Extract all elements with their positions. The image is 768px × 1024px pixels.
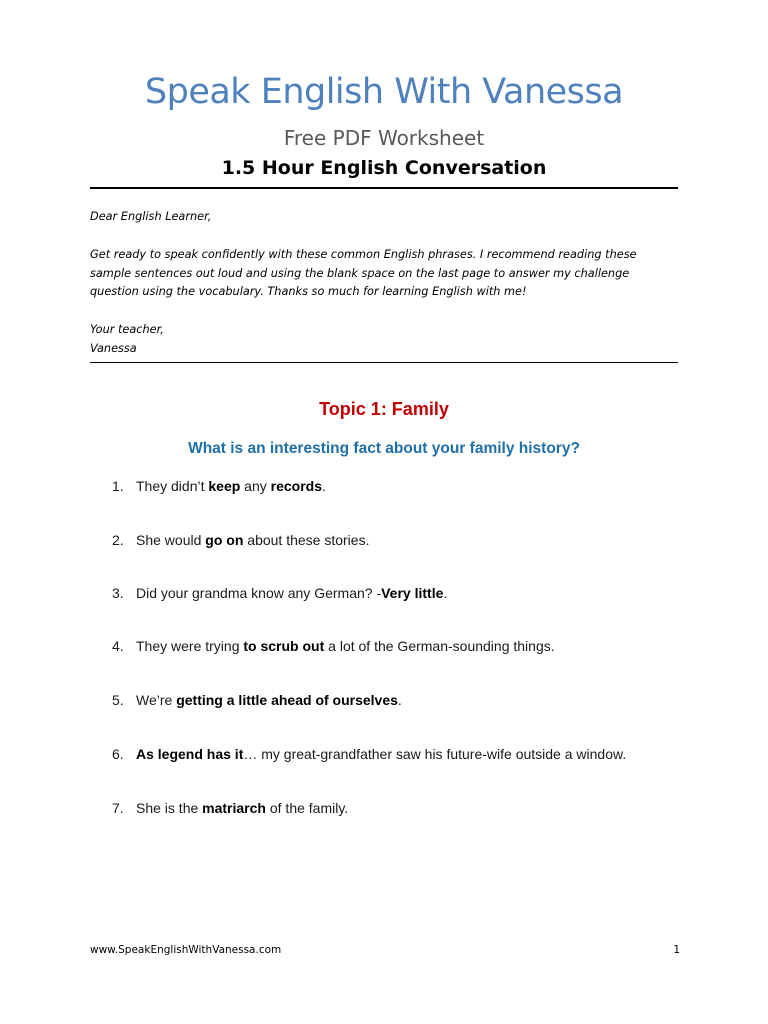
sentence-item [112, 746, 626, 762]
sentence-text: Did your grandma know any German? - [136, 585, 382, 601]
sentence-number: 1. [112, 478, 124, 494]
sentence-text: . [322, 478, 326, 494]
sentence-item [112, 532, 369, 548]
header-divider [90, 187, 678, 189]
sentence-text: . [443, 585, 448, 601]
topic-heading: Topic 1: Family [319, 399, 449, 419]
sentence-number: 7. [112, 800, 124, 816]
letter-body [90, 246, 680, 302]
sentence-text: We’re [136, 692, 177, 708]
letter-body-text: Get ready to speak confidently with these common English phrases. I recommend reading these sample sentences out loud and using the blank space on the last page to answer my challenge question using the vocabulary. Thanks so much for learning English with me! [90, 248, 637, 298]
letter-signoff [90, 321, 680, 358]
sentence-key-phrase: As legend has it [136, 746, 244, 762]
topic-question: What is an interesting fact about your family history? [188, 440, 580, 457]
sentence-item [112, 692, 402, 708]
sentence-number: 5. [112, 692, 124, 708]
signoff-line-2: Vanessa [90, 341, 137, 355]
sentence-number: 6. [112, 746, 124, 762]
sentence-text: They were trying [136, 638, 244, 654]
sentence-text: They didn’t [136, 478, 209, 494]
worksheet-subtitle: Free PDF Worksheet [283, 126, 485, 150]
signoff-line-1: Your teacher, [90, 323, 164, 336]
sentence-item [112, 585, 447, 601]
letter-greeting [90, 208, 680, 227]
sentence-key-phrase: Very little [381, 585, 444, 601]
sentence-number: 2. [112, 532, 124, 548]
sentence-key-phrase: to scrub out [243, 638, 325, 654]
sentence-key-phrase: getting a little ahead of ourselves [176, 692, 398, 708]
sentence-text: any [240, 478, 271, 494]
sentence-key-phrase: matriarch [202, 800, 266, 816]
sentence-text: She would [136, 532, 206, 548]
sentence-text: of the family. [265, 800, 349, 816]
sentence-item [112, 638, 555, 654]
sentence-item [112, 478, 326, 494]
document-title: 1.5 Hour English Conversation [221, 157, 547, 179]
sentence-key-phrase: go on [205, 532, 244, 548]
site-title: Speak English With Vanessa [144, 72, 624, 112]
sentence-item [112, 800, 348, 816]
sentence-text: a lot of the German-sounding things. [324, 638, 555, 654]
sentence-text: … my great-grandfather saw his future-wife outside a window. [243, 746, 627, 762]
letter-divider [90, 362, 678, 363]
page-number: 1 [673, 944, 680, 956]
footer-website-link[interactable]: www.SpeakEnglishWithVanessa.com [90, 944, 282, 956]
sentence-text: about these stories. [243, 532, 370, 548]
sentence-text: . [397, 692, 402, 708]
sentence-text: She is the [136, 800, 203, 816]
greeting-text: Dear English Learner, [90, 210, 212, 223]
sentence-number: 4. [112, 638, 124, 654]
sentence-key-phrase: keep [208, 478, 241, 494]
sentence-number: 3. [112, 585, 124, 601]
sentence-key-phrase: records [270, 478, 323, 494]
